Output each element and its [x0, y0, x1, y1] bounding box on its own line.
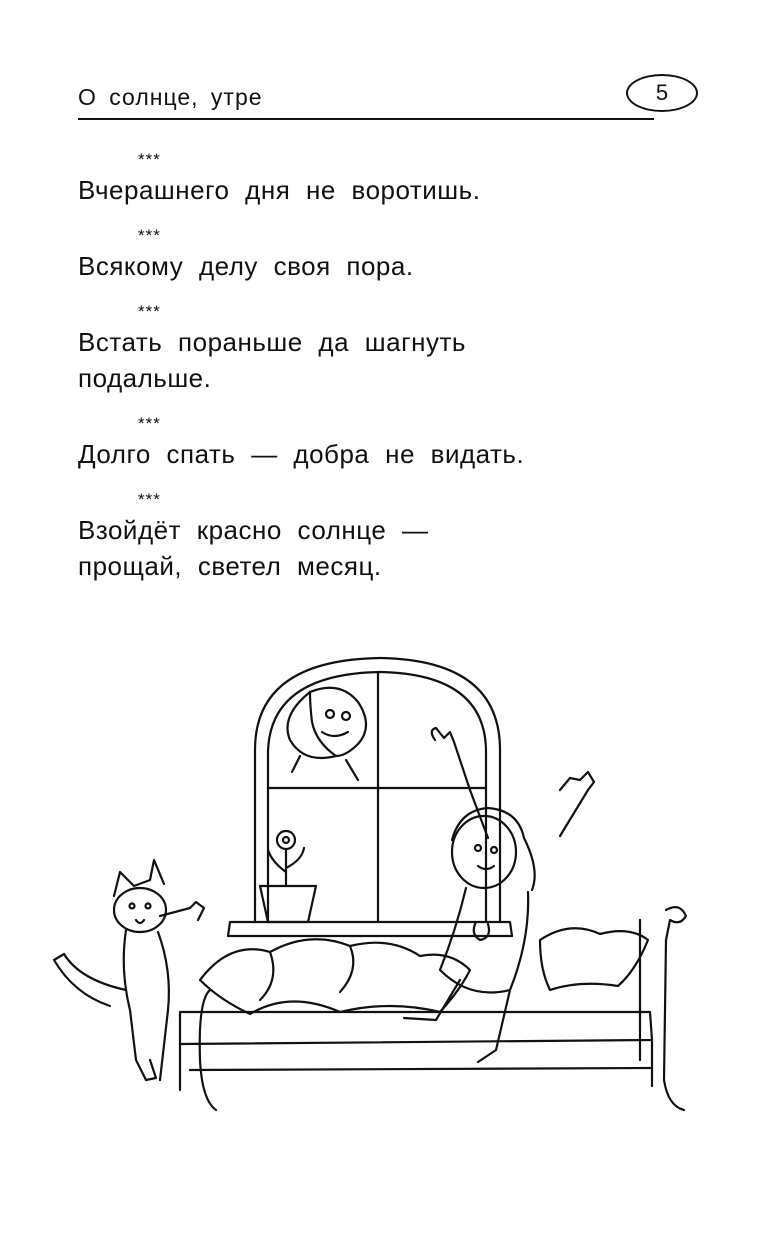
header-divider — [78, 118, 654, 120]
moon-drawing — [288, 688, 367, 780]
proverb-separator: *** — [138, 150, 161, 169]
illustration-drawing — [40, 640, 720, 1180]
proverb-separator: *** — [138, 302, 161, 321]
proverb-separator: *** — [138, 490, 161, 509]
proverb-separator: *** — [138, 414, 161, 433]
blanket-drawing — [200, 939, 470, 1014]
proverb-separator: *** — [138, 226, 161, 245]
pillow-drawing — [540, 928, 648, 990]
proverb-text: Долго спать — добра не видать. — [78, 439, 525, 469]
page-header — [78, 82, 698, 122]
proverb-text: Взойдёт красно солнце — прощай, светел месяц. — [78, 515, 429, 581]
section-title: О солнце, утре — [78, 84, 263, 110]
morning-illustration — [40, 640, 720, 1180]
proverb-text: Всякому делу своя пора. — [78, 251, 414, 281]
proverb-text: Встать пораньше да шагнуть подальше. — [78, 327, 466, 393]
cat-drawing — [54, 860, 204, 1080]
proverb-item — [78, 224, 718, 284]
proverb-item — [78, 148, 718, 208]
proverb-item — [78, 300, 718, 396]
page-number: 5 — [626, 74, 698, 112]
proverb-item — [78, 412, 718, 472]
proverb-list — [78, 148, 718, 600]
proverb-item — [78, 488, 718, 584]
proverb-text: Вчерашнего дня не воротишь. — [78, 175, 481, 205]
bed-drawing — [180, 907, 686, 1110]
window-drawing — [228, 658, 512, 936]
